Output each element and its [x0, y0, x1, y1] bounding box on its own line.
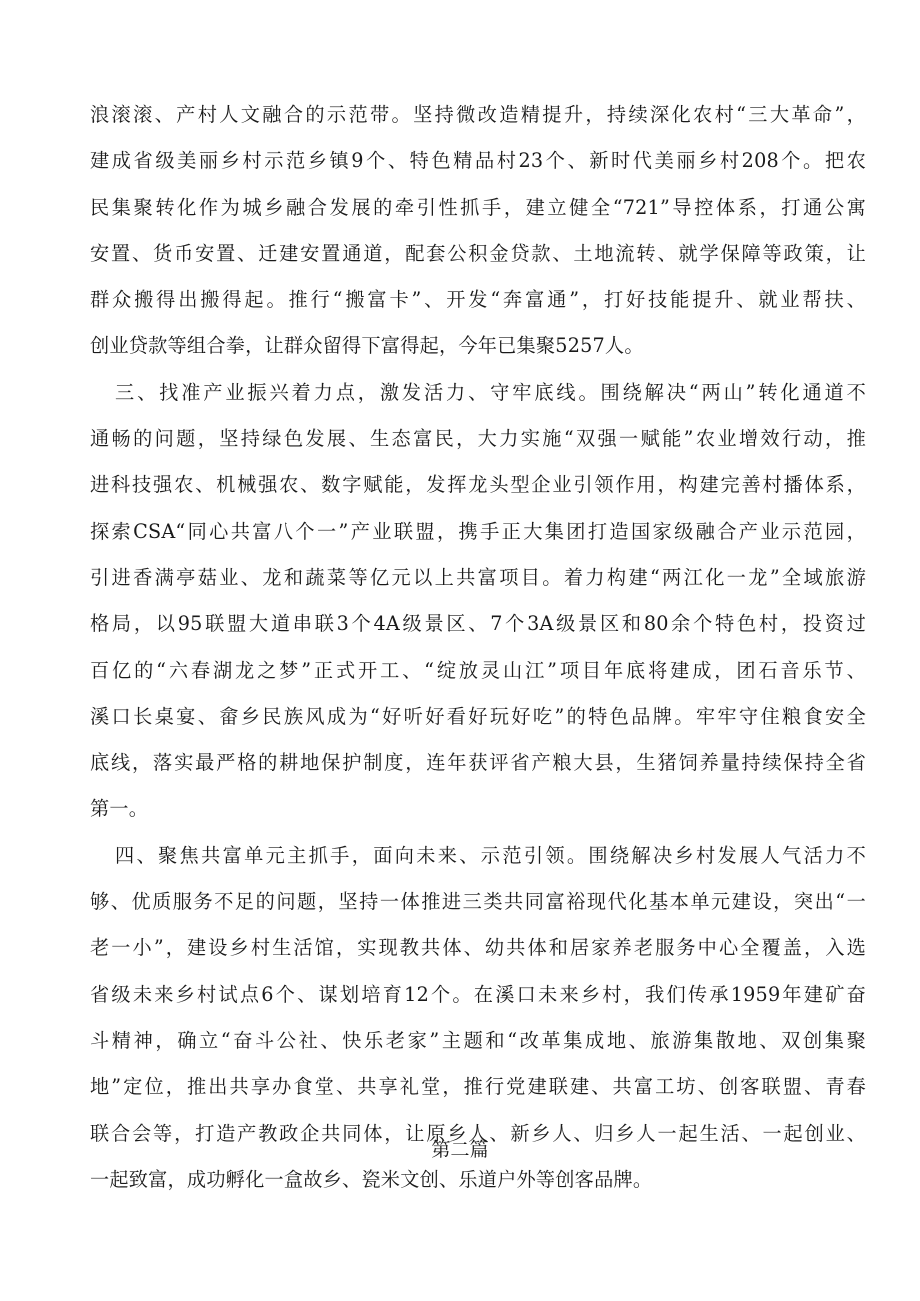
paragraph-2-line-3: 进科技强农、机械强农、数字赋能，发挥龙头型企业引领作用，构建完善村播体系， [90, 473, 866, 497]
document-body [90, 92, 866, 1203]
section-heading: 第二篇 [431, 1138, 489, 1161]
paragraph-2-line-4: 探索CSA“同心共富八个一”产业联盟，携手正大集团打造国家级融合产业示范园， [90, 519, 866, 543]
paragraph-1-line-6: 创业贷款等组合拳，让群众留得下富得起，今年已集聚5257人。 [90, 334, 644, 358]
paragraph-2-line-7: 百亿的“六春湖龙之梦”正式开工、“绽放灵山江”项目年底将建成，团石音乐节、 [90, 658, 866, 682]
paragraph-1-line-3: 民集聚转化作为城乡融合发展的牵引性抓手，建立健全“721”导控体系，打通公寓 [90, 195, 866, 219]
paragraph-1-line-5: 群众搬得出搬得起。推行“搬富卡”、开发“奔富通”，打好技能提升、就业帮扶、 [90, 288, 866, 312]
paragraph-1-line-2: 建成省级美丽乡村示范乡镇9个、特色精品村23个、新时代美丽乡村208个。把农 [90, 149, 866, 173]
paragraph-2-line-2: 通畅的问题，坚持绿色发展、生态富民，大力实施“双强一赋能”农业增效行动，推 [90, 427, 866, 451]
paragraph-3-line-7: 联合会等，打造产教政企共同体，让原乡人、新乡人、归乡人一起生活、一起创业、 [90, 1121, 866, 1145]
paragraph-2-line-1: 三、找准产业振兴着力点，激发活力、守牢底线。围绕解决“两山”转化通道不 [115, 380, 866, 404]
paragraph-2-line-8: 溪口长桌宴、畲乡民族风成为“好听好看好玩好吃”的特色品牌。牢牢守住粮食安全 [90, 704, 866, 728]
paragraph-1-line-4: 安置、货币安置、迁建安置通道，配套公积金贷款、土地流转、就学保障等政策，让 [90, 241, 866, 265]
paragraph-3-line-5: 斗精神，确立“奋斗公社、快乐老家”主题和“改革集成地、旅游集散地、双创集聚 [90, 1028, 866, 1052]
paragraph-2-line-5: 引进香满亭菇业、龙和蔬菜等亿元以上共富项目。着力构建“两江化一龙”全域旅游 [90, 565, 866, 589]
paragraph-3-line-6: 地”定位，推出共享办食堂、共享礼堂，推行党建联建、共富工坊、创客联盟、青春 [90, 1075, 866, 1099]
paragraph-3-line-8: 一起致富，成功孵化一盒故乡、瓷米文创、乐道户外等创客品牌。 [90, 1167, 653, 1191]
paragraph-3-line-2: 够、优质服务不足的问题，坚持一体推进三类共同富裕现代化基本单元建设，突出“一 [90, 890, 866, 914]
paragraph-3-line-1: 四、聚焦共富单元主抓手，面向未来、示范引领。围绕解决乡村发展人气活力不 [115, 843, 866, 867]
paragraph-2-line-10: 第一。 [90, 797, 149, 821]
paragraph-3-line-4: 省级未来乡村试点6个、谋划培育12个。在溪口未来乡村，我们传承1959年建矿奋 [90, 982, 866, 1006]
paragraph-1-line-1: 浪滚滚、产村人文融合的示范带。坚持微改造精提升，持续深化农村“三大革命”， [90, 103, 866, 126]
paragraph-2-line-9: 底线，落实最严格的耕地保护制度，连年获评省产粮大县，生猪饲养量持续保持全省 [90, 751, 866, 775]
paragraph-3-line-3: 老一小”，建设乡村生活馆，实现教共体、幼共体和居家养老服务中心全覆盖，入选 [90, 936, 866, 960]
paragraph-2-line-6: 格局，以95联盟大道串联3个4A级景区、7个3A级景区和80余个特色村，投资过 [90, 612, 866, 636]
